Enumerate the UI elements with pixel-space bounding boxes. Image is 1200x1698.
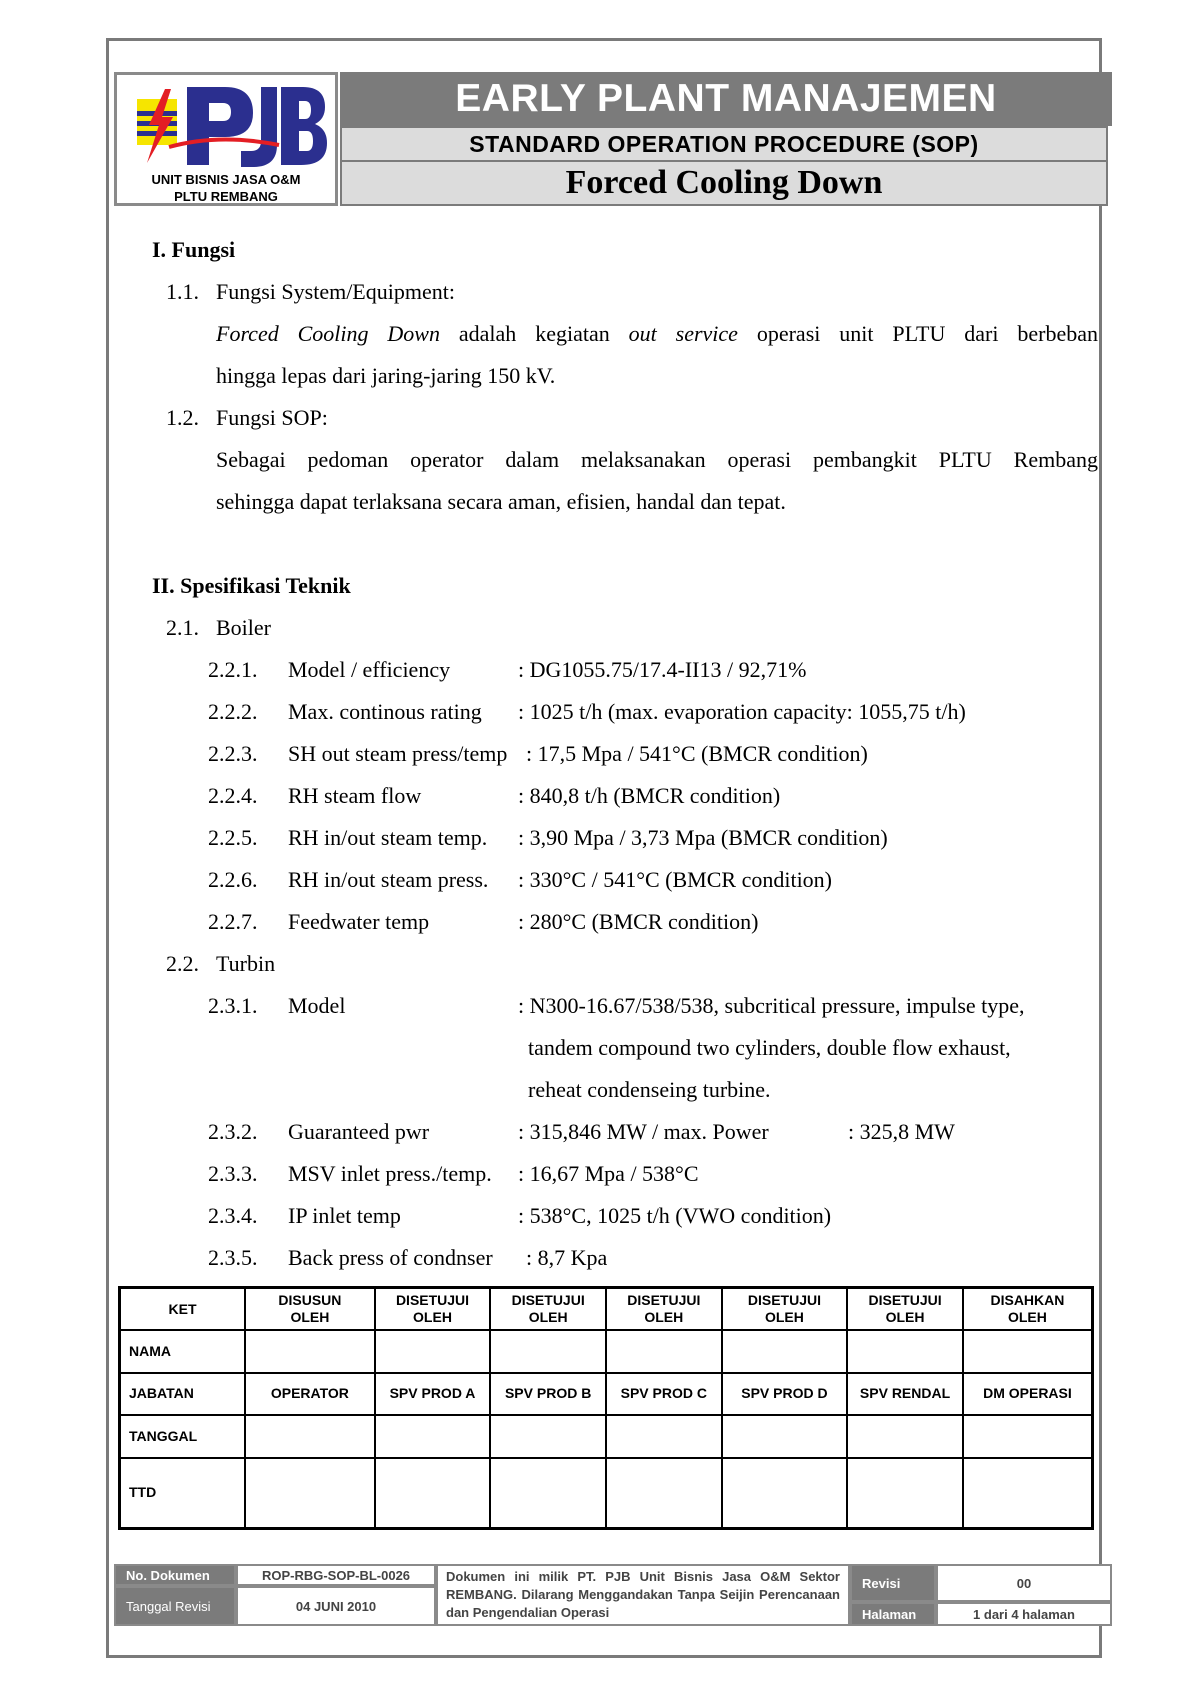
spec-number: 2.2.6. [208, 867, 258, 892]
table-header-cell [722, 1288, 848, 1331]
spec-value: reheat condenseing turbine. [528, 1077, 771, 1102]
signature-cell [847, 1415, 963, 1458]
signature-cell [375, 1458, 491, 1529]
signature-cell [375, 1330, 491, 1373]
spec-label: RH in/out steam press. [288, 867, 489, 892]
signature-cell [963, 1458, 1093, 1529]
spec-label: IP inlet temp [288, 1203, 401, 1228]
spec-value: : 315,846 MW / max. Power [518, 1119, 769, 1144]
spec-label: Model / efficiency [288, 657, 451, 682]
jabatan-cell: SPV PROD D [722, 1373, 848, 1416]
spec-number: 2.3.2. [208, 1119, 258, 1144]
header-text: DISUSUN [278, 1292, 342, 1308]
item-number: 2.2. [166, 951, 199, 976]
logo-plant-text: PLTU REMBANG [174, 189, 278, 204]
signature-cell [963, 1330, 1093, 1373]
signature-cell [606, 1458, 722, 1529]
table-header-cell [120, 1288, 246, 1331]
section-heading-fungsi: I. Fungsi [152, 237, 236, 262]
document-title: EARLY PLANT MANAJEMEN [340, 72, 1112, 126]
spec-value: : 330°C / 541°C (BMCR condition) [518, 867, 833, 892]
spec-value: : 840,8 t/h (BMCR condition) [518, 783, 781, 808]
item-title: Fungsi System/Equipment: [216, 279, 455, 304]
table-row-ttd [120, 1458, 1093, 1529]
paragraph-text: operasi unit PLTU dari berbeban [737, 321, 1098, 346]
spec-label: MSV inlet press./temp. [288, 1161, 492, 1186]
spec-number: 2.2.5. [208, 825, 258, 850]
table-header-cell [490, 1288, 606, 1331]
table-row-jabatan [120, 1373, 1093, 1416]
signature-cell [490, 1330, 606, 1373]
table-header-row [120, 1288, 1093, 1331]
company-logo [114, 72, 338, 206]
spec-label: SH out steam press/temp [288, 741, 508, 766]
pjb-logo-icon [129, 81, 329, 171]
revision-date-value: 04 JUNI 2010 [236, 1586, 436, 1626]
jabatan-cell: SPV PROD B [490, 1373, 606, 1416]
spec-number: 2.2.2. [208, 699, 258, 724]
signature-cell [722, 1458, 848, 1529]
spec-value: : 8,7 Kpa [526, 1245, 608, 1270]
spec-value: : 538°C, 1025 t/h (VWO condition) [518, 1203, 832, 1228]
spec-label: Model [288, 993, 346, 1018]
spec-value: : 1025 t/h (max. evaporation capacity: 1055,75 t/h) [518, 699, 966, 724]
spec-number: 2.3.1. [208, 993, 258, 1018]
jabatan-cell: DM OPERASI [963, 1373, 1093, 1416]
table-row-nama [120, 1330, 1093, 1373]
spec-value: tandem compound two cylinders, double flow exhaust, [528, 1035, 1011, 1060]
revision-date-label: Tanggal Revisi [114, 1586, 236, 1626]
spec-value: : 3,90 Mpa / 3,73 Mpa (BMCR condition) [518, 825, 888, 850]
signature-cell [375, 1415, 491, 1458]
header-text: DISETUJUI [747, 1292, 821, 1308]
table-header-cell [245, 1288, 375, 1331]
signature-cell [606, 1330, 722, 1373]
row-label: NAMA [120, 1330, 246, 1373]
spec-label: Feedwater temp [288, 909, 430, 934]
table-header-cell [847, 1288, 963, 1331]
spec-value: : DG1055.75/17.4-II13 / 92,71% [518, 657, 807, 682]
revisi-value: 00 [936, 1564, 1112, 1602]
item-title: Fungsi SOP: [216, 405, 328, 430]
emphasis-text: Forced Cooling Down [216, 321, 440, 346]
signature-cell [245, 1415, 375, 1458]
item-title: Boiler [216, 615, 271, 640]
signature-cell [245, 1330, 375, 1373]
header-text: OLEH [1007, 1309, 1047, 1325]
header-text: OLEH [764, 1309, 804, 1325]
spec-value: : 16,67 Mpa / 538°C [518, 1161, 699, 1186]
spec-label: Back press of condnser [288, 1245, 493, 1270]
document-subtitle: STANDARD OPERATION PROCEDURE (SOP) [340, 126, 1108, 162]
spec-number: 2.3.4. [208, 1203, 258, 1228]
row-label: TANGGAL [120, 1415, 246, 1458]
spec-number: 2.2.1. [208, 657, 258, 682]
spec-value: : 325,8 MW [848, 1119, 955, 1144]
table-header-cell [375, 1288, 491, 1331]
spec-number: 2.2.4. [208, 783, 258, 808]
emphasis-text: out service [628, 321, 738, 346]
item-number: 2.1. [166, 615, 199, 640]
signature-cell [847, 1458, 963, 1529]
spec-number: 2.2.7. [208, 909, 258, 934]
spec-number: 2.2.3. [208, 741, 258, 766]
signature-cell [490, 1458, 606, 1529]
halaman-label: Halaman [850, 1602, 936, 1626]
spec-value: : 280°C (BMCR condition) [518, 909, 759, 934]
signature-cell [963, 1415, 1093, 1458]
table-row-tanggal [120, 1415, 1093, 1458]
item-number: 1.1. [166, 279, 199, 304]
table-header-cell [606, 1288, 722, 1331]
doc-number-value: ROP-RBG-SOP-BL-0026 [236, 1564, 436, 1586]
spec-number: 2.3.3. [208, 1161, 258, 1186]
header-text: DISETUJUI [627, 1292, 701, 1308]
spec-number: 2.3.5. [208, 1245, 258, 1270]
header-text: KET [168, 1300, 197, 1317]
halaman-value: 1 dari 4 halaman [936, 1602, 1112, 1626]
header-text: OLEH [290, 1309, 330, 1325]
spec-label: RH in/out steam temp. [288, 825, 488, 850]
signature-cell [847, 1330, 963, 1373]
table-header-cell [963, 1288, 1093, 1331]
procedure-title: Forced Cooling Down [340, 162, 1108, 206]
document-header [114, 72, 1112, 206]
header-text: OLEH [413, 1309, 452, 1325]
jabatan-cell: SPV PROD A [375, 1373, 491, 1416]
spec-label: Max. continous rating [288, 699, 482, 724]
header-text: DISETUJUI [511, 1292, 585, 1308]
jabatan-cell: OPERATOR [245, 1373, 375, 1416]
signature-cell [490, 1415, 606, 1458]
header-text: OLEH [528, 1309, 568, 1325]
spec-value: : N300-16.67/538/538, subcritical pressure, impulse type, [518, 993, 1025, 1018]
header-text: DISETUJUI [395, 1292, 470, 1308]
spec-label: RH steam flow [288, 783, 422, 808]
spec-label: Guaranteed pwr [288, 1119, 430, 1144]
signature-cell [245, 1458, 375, 1529]
paragraph-line: Sebagai pedoman operator dalam melaksanakan operasi pembangkit PLTU Rembang [216, 447, 1098, 472]
approval-table [118, 1286, 1094, 1530]
header-text: DISETUJUI [868, 1292, 942, 1308]
section-heading-spesifikasi: II. Spesifikasi Teknik [152, 573, 351, 598]
doc-number-label: No. Dokumen [114, 1564, 236, 1586]
header-text: OLEH [885, 1309, 925, 1325]
paragraph-line [216, 320, 1098, 348]
ownership-note: Dokumen ini milik PT. PJB Unit Bisnis Jasa O&M Sektor REMBANG. Dilarang Menggandakan Tanpa Seijin Perencanaan dan Pengendalian Operasi [436, 1564, 850, 1626]
logo-unit-text: UNIT BISNIS JASA O&M [151, 172, 301, 187]
spec-value: : 17,5 Mpa / 541°C (BMCR condition) [526, 741, 868, 766]
paragraph-line: hingga lepas dari jaring-jaring 150 kV. [216, 363, 556, 388]
signature-cell [722, 1415, 848, 1458]
jabatan-cell: SPV PROD C [606, 1373, 722, 1416]
paragraph-text: adalah kegiatan [439, 321, 629, 346]
header-text: OLEH [644, 1309, 684, 1325]
signature-cell [722, 1330, 848, 1373]
item-number: 1.2. [166, 405, 199, 430]
revisi-label: Revisi [850, 1564, 936, 1602]
row-label: JABATAN [120, 1373, 246, 1416]
row-label: TTD [120, 1458, 246, 1529]
document-footer [114, 1564, 1112, 1626]
header-text: DISAHKAN [990, 1292, 1065, 1308]
jabatan-cell: SPV RENDAL [847, 1373, 963, 1416]
signature-cell [606, 1415, 722, 1458]
item-title: Turbin [216, 951, 276, 976]
paragraph-line: sehingga dapat terlaksana secara aman, efisien, handal dan tepat. [216, 489, 786, 514]
